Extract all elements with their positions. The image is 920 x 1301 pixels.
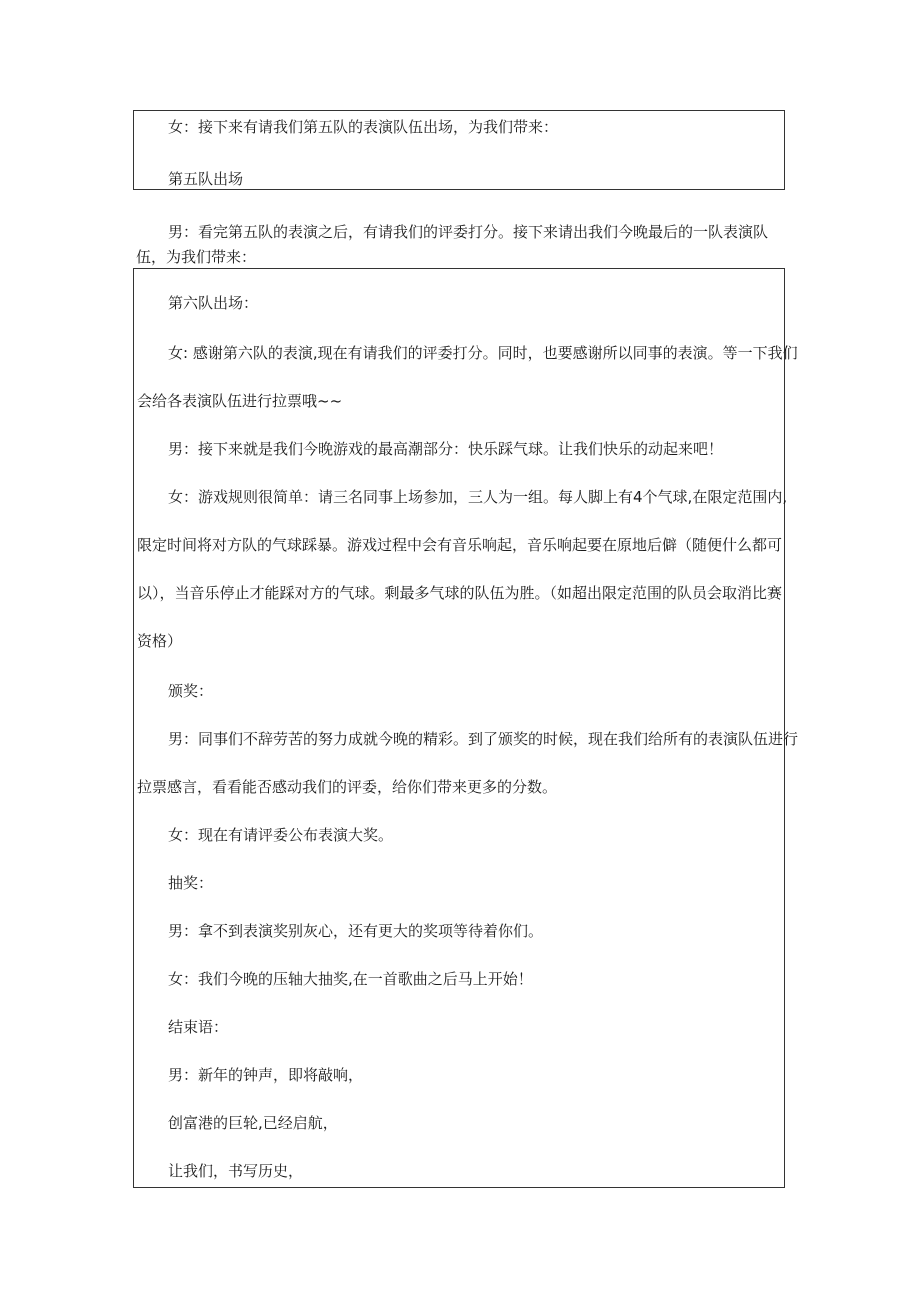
section-heading: 第五队出场 — [168, 170, 244, 188]
script-box-main — [133, 268, 799, 1188]
host-female-line-continued: 会给各表演队伍进行拉票哦~~ — [137, 392, 343, 410]
host-male-line: 男：同事们不辞劳苦的努力成就今晚的精彩。到了颁奖的时候，现在我们给所有的表演队伍进行 — [168, 730, 799, 748]
host-male-line: 男：接下来就是我们今晚游戏的最高潮部分：快乐踩气球。让我们快乐的动起来吧！ — [168, 440, 724, 458]
section-heading: 结束语： — [168, 1018, 229, 1036]
section-heading: 抽奖： — [168, 874, 214, 892]
host-male-line: 男：拿不到表演奖别灰心，还有更大的奖项等待着你们。 — [168, 922, 544, 940]
script-box-team-five — [133, 110, 785, 190]
host-male-line-continued: 拉票感言，看看能否感动我们的评委，给你们带来更多的分数。 — [137, 778, 558, 796]
closing-line: 让我们，书写历史， — [168, 1162, 304, 1180]
host-female-line: 女：现在有请评委公布表演大奖。 — [168, 826, 394, 844]
closing-line: 创富港的巨轮,已经启航， — [168, 1114, 338, 1132]
section-heading: 颁奖： — [168, 682, 214, 700]
host-female-line-continued: 资格） — [137, 632, 183, 650]
host-female-line: 女: 感谢第六队的表演,现在有请我们的评委打分。同时，也要感谢所以同事的表演。等一下我们 — [168, 344, 798, 362]
host-female-line-continued: 限定时间将对方队的气球踩暴。游戏过程中会有音乐响起，音乐响起要在原地后僻（随便什么都可 — [137, 536, 783, 554]
host-male-line: 男：新年的钟声，即将敲响， — [168, 1066, 364, 1084]
host-female-line: 女：游戏规则很简单：请三名同事上场参加，三人为一组。每人脚上有4个气球,在限定范围内, — [168, 488, 788, 506]
host-female-line-continued: 以），当音乐停止才能踩对方的气球。剩最多气球的队伍为胜。（如超出限定范围的队员会取消比赛 — [137, 584, 783, 602]
host-female-line: 女：接下来有请我们第五队的表演队伍出场，为我们带来： — [168, 118, 559, 136]
host-male-line: 男：看完第五队的表演之后，有请我们的评委打分。接下来请出我们今晚最后的一队表演队 — [168, 223, 769, 241]
host-female-line: 女：我们今晚的压轴大抽奖,在一首歌曲之后马上开始！ — [168, 970, 533, 988]
host-male-line-continued: 伍，为我们带来： — [136, 248, 257, 266]
section-heading: 第六队出场： — [168, 294, 259, 312]
